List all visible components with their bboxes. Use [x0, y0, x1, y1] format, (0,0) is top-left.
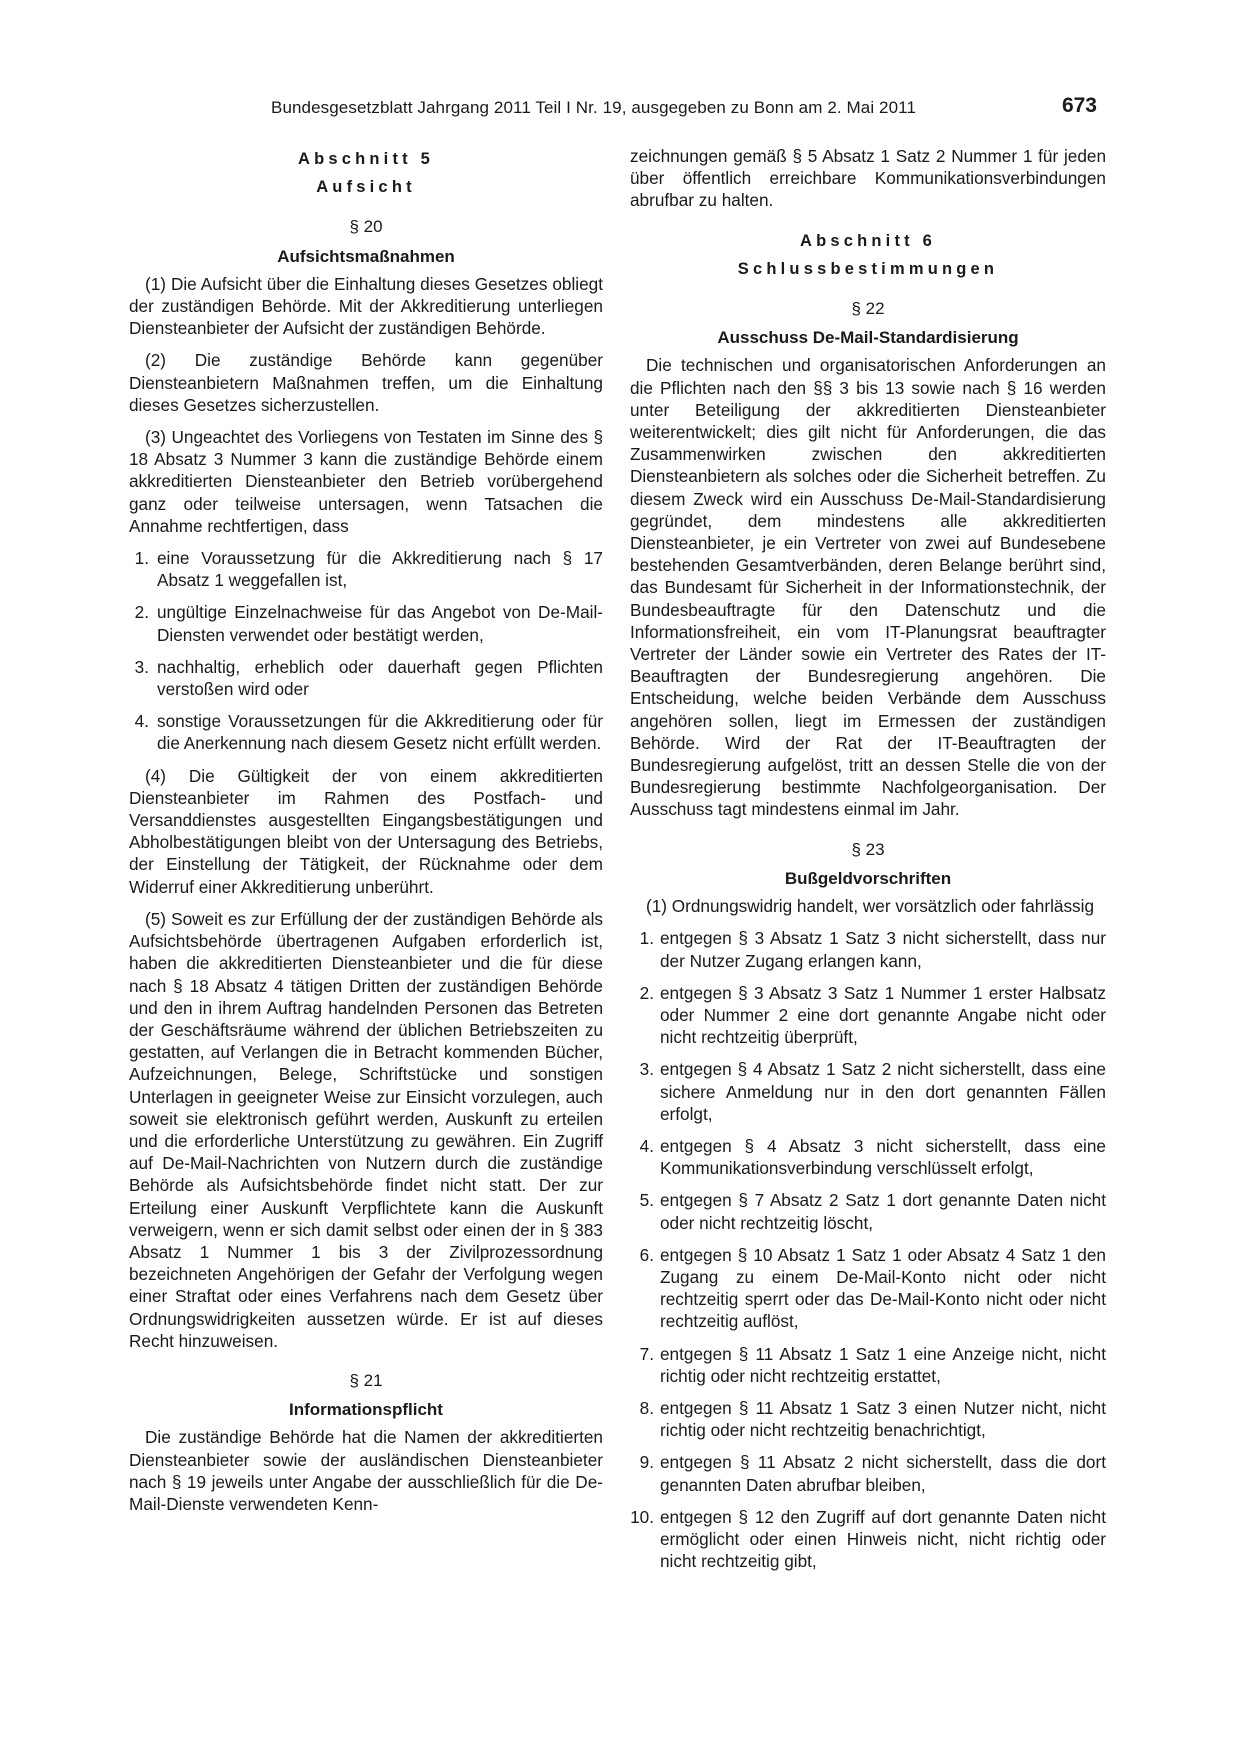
list-item-text: nachhaltig, erheblich oder dauerhaft gegen Pflichten verstoßen wird oder — [157, 656, 603, 700]
list-item-text: entgegen § 10 Absatz 1 Satz 1 oder Absatz 4 Satz 1 den Zugang zu einem De-Mail-Konto nicht oder nicht rechtzeitig sperrt oder das De-Mail-Konto nicht oder nicht rechtzeitig auflöst, — [660, 1244, 1106, 1332]
list-item-text: ungültige Einzelnachweise für das Angebot von De-Mail-Diensten verwendet oder bestätigt werden, — [157, 602, 603, 645]
list-item — [129, 547, 603, 591]
section-heading: Abschnitt 6 — [799, 231, 937, 250]
right-column — [630, 146, 1106, 1582]
paragraph-number: § 22 — [851, 299, 885, 319]
page-number: 673 — [1061, 94, 1097, 117]
section-title: Aufsicht — [316, 178, 416, 197]
paragraph-text: (2) Die zuständige Behörde kann gegenüber Diensteanbietern Maßnahmen treffen, um die Einhaltung dieses Gesetzes sicherzustellen. — [129, 350, 603, 415]
list-item — [630, 927, 1106, 971]
list-item-text: entgegen § 11 Absatz 1 Satz 3 einen Nutzer nicht, nicht richtig oder nicht rechtzeitig benachrichtigt, — [660, 1397, 1106, 1441]
list-item-number: 1. — [639, 928, 654, 949]
section-heading: Abschnitt 5 — [297, 150, 435, 168]
list-item-number: 2. — [639, 982, 654, 1003]
paragraph-number: § 21 — [349, 1370, 383, 1390]
list-item — [630, 1244, 1106, 1333]
list-item-number: 9. — [639, 1452, 654, 1473]
list-item — [630, 1058, 1106, 1125]
list-item — [630, 1397, 1106, 1441]
list-item-text: entgegen § 7 Absatz 2 Satz 1 dort genannte Daten nicht oder nicht rechtzeitig löscht, — [660, 1190, 1106, 1233]
paragraph-title: Ausschuss De-Mail-Standardisierung — [717, 328, 1019, 348]
list-item-text: entgegen § 4 Absatz 1 Satz 2 nicht sicherstellt, dass eine sichere Anmeldung nur in den dort genannten Fällen erfolgt, — [660, 1059, 1106, 1124]
list-item-number: 5. — [639, 1190, 654, 1211]
list-item — [630, 1506, 1106, 1573]
list-item-number: 4. — [639, 1135, 654, 1156]
paragraph-text: (3) Ungeachtet des Vorliegens von Testaten im Sinne des § 18 Absatz 3 Nummer 3 kann die zuständige Behörde einem akkreditierten Diensteanbieter den Betrieb vorübergehend ganz oder teilweise untersagen, wenn Tatsachen die Annahme rechtfertigen, dass — [129, 427, 603, 536]
list-item — [129, 601, 603, 645]
list-item-number: 3. — [134, 656, 149, 677]
paragraph-text: zeichnungen gemäß § 5 Absatz 1 Satz 2 Nummer 1 für jeden über öffentlich erreichbare Kommunikationsverbindungen abrufbar zu halten. — [630, 146, 1106, 211]
enumerated-list — [129, 547, 603, 755]
list-item-text: entgegen § 3 Absatz 3 Satz 1 Nummer 1 erster Halbsatz oder Nummer 2 eine dort genannte Angabe nicht oder nicht rechtzeitig überprüft, — [660, 982, 1106, 1048]
list-item-number: 8. — [639, 1397, 654, 1418]
list-item-text: entgegen § 11 Absatz 1 Satz 1 eine Anzeige nicht, nicht richtig oder nicht rechtzeitig erstattet, — [660, 1343, 1106, 1386]
list-item — [129, 710, 603, 754]
left-column — [129, 150, 603, 1525]
enumerated-list — [630, 927, 1106, 1572]
page-header — [271, 94, 1111, 124]
paragraph-title: Aufsichtsmaßnahmen — [277, 246, 455, 266]
list-item-number: 2. — [134, 602, 149, 623]
paragraph-title: Informationspflicht — [289, 1400, 443, 1420]
section-title: Schlussbestimmungen — [737, 259, 999, 278]
list-item-number: 1. — [134, 548, 149, 569]
paragraph-text: (1) Die Aufsicht über die Einhaltung dieses Gesetzes obliegt der zuständigen Behörde. Mit der Akkreditierung unterliegen Diensteanbieter der Aufsicht der zuständigen Behörde. — [129, 273, 603, 339]
paragraph-text: Die zuständige Behörde hat die Namen der akkreditierten Diensteanbieter sowie der ausländischen Diensteanbieter nach § 19 jeweils unter Angabe der ausschließlich für die De-Mail-Dienste verwendeten Kenn- — [129, 1427, 603, 1514]
list-item-number: 4. — [134, 711, 149, 732]
paragraph-number: § 23 — [851, 839, 885, 859]
list-item-number: 10. — [630, 1506, 654, 1527]
list-item-number: 3. — [639, 1059, 654, 1080]
list-item-text: entgegen § 11 Absatz 2 nicht sicherstellt, dass die dort genannten Daten abrufbar bleiben, — [660, 1452, 1106, 1495]
list-item-text: entgegen § 4 Absatz 3 nicht sicherstellt, dass eine Kommunikationsverbindung verschlüsselt erfolgt, — [660, 1135, 1106, 1179]
list-item — [129, 656, 603, 700]
list-item — [630, 1451, 1106, 1495]
paragraph-title: Bußgeldvorschriften — [784, 868, 952, 888]
list-item-number: 6. — [639, 1244, 654, 1265]
paragraph-text: (4) Die Gültigkeit der von einem akkreditierten Diensteanbieter im Rahmen des Postfach- und Versanddienstes ausgestellten Eingangsbestätigungen und Abholbestätigungen bleibt von der Untersagung des Betriebs, der Einstellung der Tätigkeit, der Rücknahme oder dem Widerruf einer Akkreditierung unberührt. — [129, 765, 603, 897]
list-item-text: entgegen § 12 den Zugriff auf dort genannte Daten nicht ermöglicht oder einen Hinweis nicht, nicht richtig oder nicht rechtzeitig gibt, — [660, 1506, 1106, 1572]
paragraph-text: (5) Soweit es zur Erfüllung der der zuständigen Behörde als Aufsichtsbehörde übertragenen Aufgaben erforderlich ist, haben die akkreditierten Diensteanbieter und die für diese nach § 18 Absatz 4 tätigen Dritten der zuständigen Behörde und den in ihrem Auftrag handelnden Personen das Betreten der Geschäftsräume während der üblichen Betriebszeiten zu gestatten, auf Verlangen die in Betracht kommenden Bücher, Aufzeichnungen, Belege, Schriftstücke und sonstigen Unterlagen in geeigneter Weise zur Einsicht vorzulegen, auch soweit sie elektronisch geführt werden, Auskunft zu erteilen und die erforderliche Unterstützung zu gewähren. Ein Zugriff auf De-Mail-Nachrichten von Nutzern durch die zuständige Behörde als Aufsichtsbehörde findet nicht statt. Der zur Erteilung einer Auskunft Verpflichtete kann die Auskunft verweigern, wenn er sich damit selbst oder einen der in § 383 Absatz 1 Nummer 1 bis 3 der Zivilprozessordnung bezeichneten Angehörigen der Gefahr der Verfolgung wegen einer Straftat oder eines Verfahrens nach dem Gesetz über Ordnungswidrigkeiten aussetzen würde. Er ist auf dieses Recht hinzuweisen. — [129, 908, 603, 1351]
list-item — [630, 1135, 1106, 1179]
header-title: Bundesgesetzblatt Jahrgang 2011 Teil I Nr. 19, ausgegeben zu Bonn am 2. Mai 2011 — [271, 98, 916, 117]
list-item-text: entgegen § 3 Absatz 1 Satz 3 nicht sicherstellt, dass nur der Nutzer Zugang erlangen kann, — [660, 928, 1106, 971]
list-item — [630, 1343, 1106, 1387]
list-item — [630, 1189, 1106, 1233]
paragraph-text: (1) Ordnungswidrig handelt, wer vorsätzlich oder fahrlässig — [646, 896, 1095, 917]
list-item-text: sonstige Voraussetzungen für die Akkreditierung oder für die Anerkennung nach diesem Gesetz nicht erfüllt werden. — [157, 711, 603, 754]
list-item — [630, 982, 1106, 1049]
paragraph-number: § 20 — [349, 217, 383, 237]
list-item-number: 7. — [639, 1343, 654, 1364]
paragraph-text: Die technischen und organisatorischen Anforderungen an die Pflichten nach den §§ 3 bis 13 sowie nach § 16 werden unter Beteiligung der akkreditierten Diensteanbieter weiterentwickelt; dies gilt nicht für Anforderungen, die das Zusammenwirken zwischen den akkreditierten Diensteanbietern als solches oder die Sicherheit betreffen. Zu diesem Zweck wird ein Ausschuss De-Mail-Standardisierung gegründet, dem mindestens alle akkreditierten Diensteanbieter, je ein Vertreter von zwei auf Bundesebene bestehenden Gesamtverbänden, deren Belange berührt sind, das Bundesamt für Sicherheit in der Informationstechnik, der Bundesbeauftragte für den Datenschutz und die Informationsfreiheit, ein vom IT-Planungsrat beauftragter Vertreter der Länder sowie ein Vertreter des Rates der IT-Beauftragten der Bundesregierung angehören. Die Entscheidung, welche beiden Verbände dem Ausschuss angehören sollen, liegt im Ermessen der zuständigen Behörde. Wird der Rat der IT-Beauftragten der Bundesregierung aufgelöst, tritt an dessen Stelle die von der Bundesregierung bestimmte Nachfolgeorganisation. Der Ausschuss tagt mindestens einmal im Jahr. — [630, 355, 1106, 820]
list-item-text: eine Voraussetzung für die Akkreditierung nach § 17 Absatz 1 weggefallen ist, — [157, 548, 603, 591]
